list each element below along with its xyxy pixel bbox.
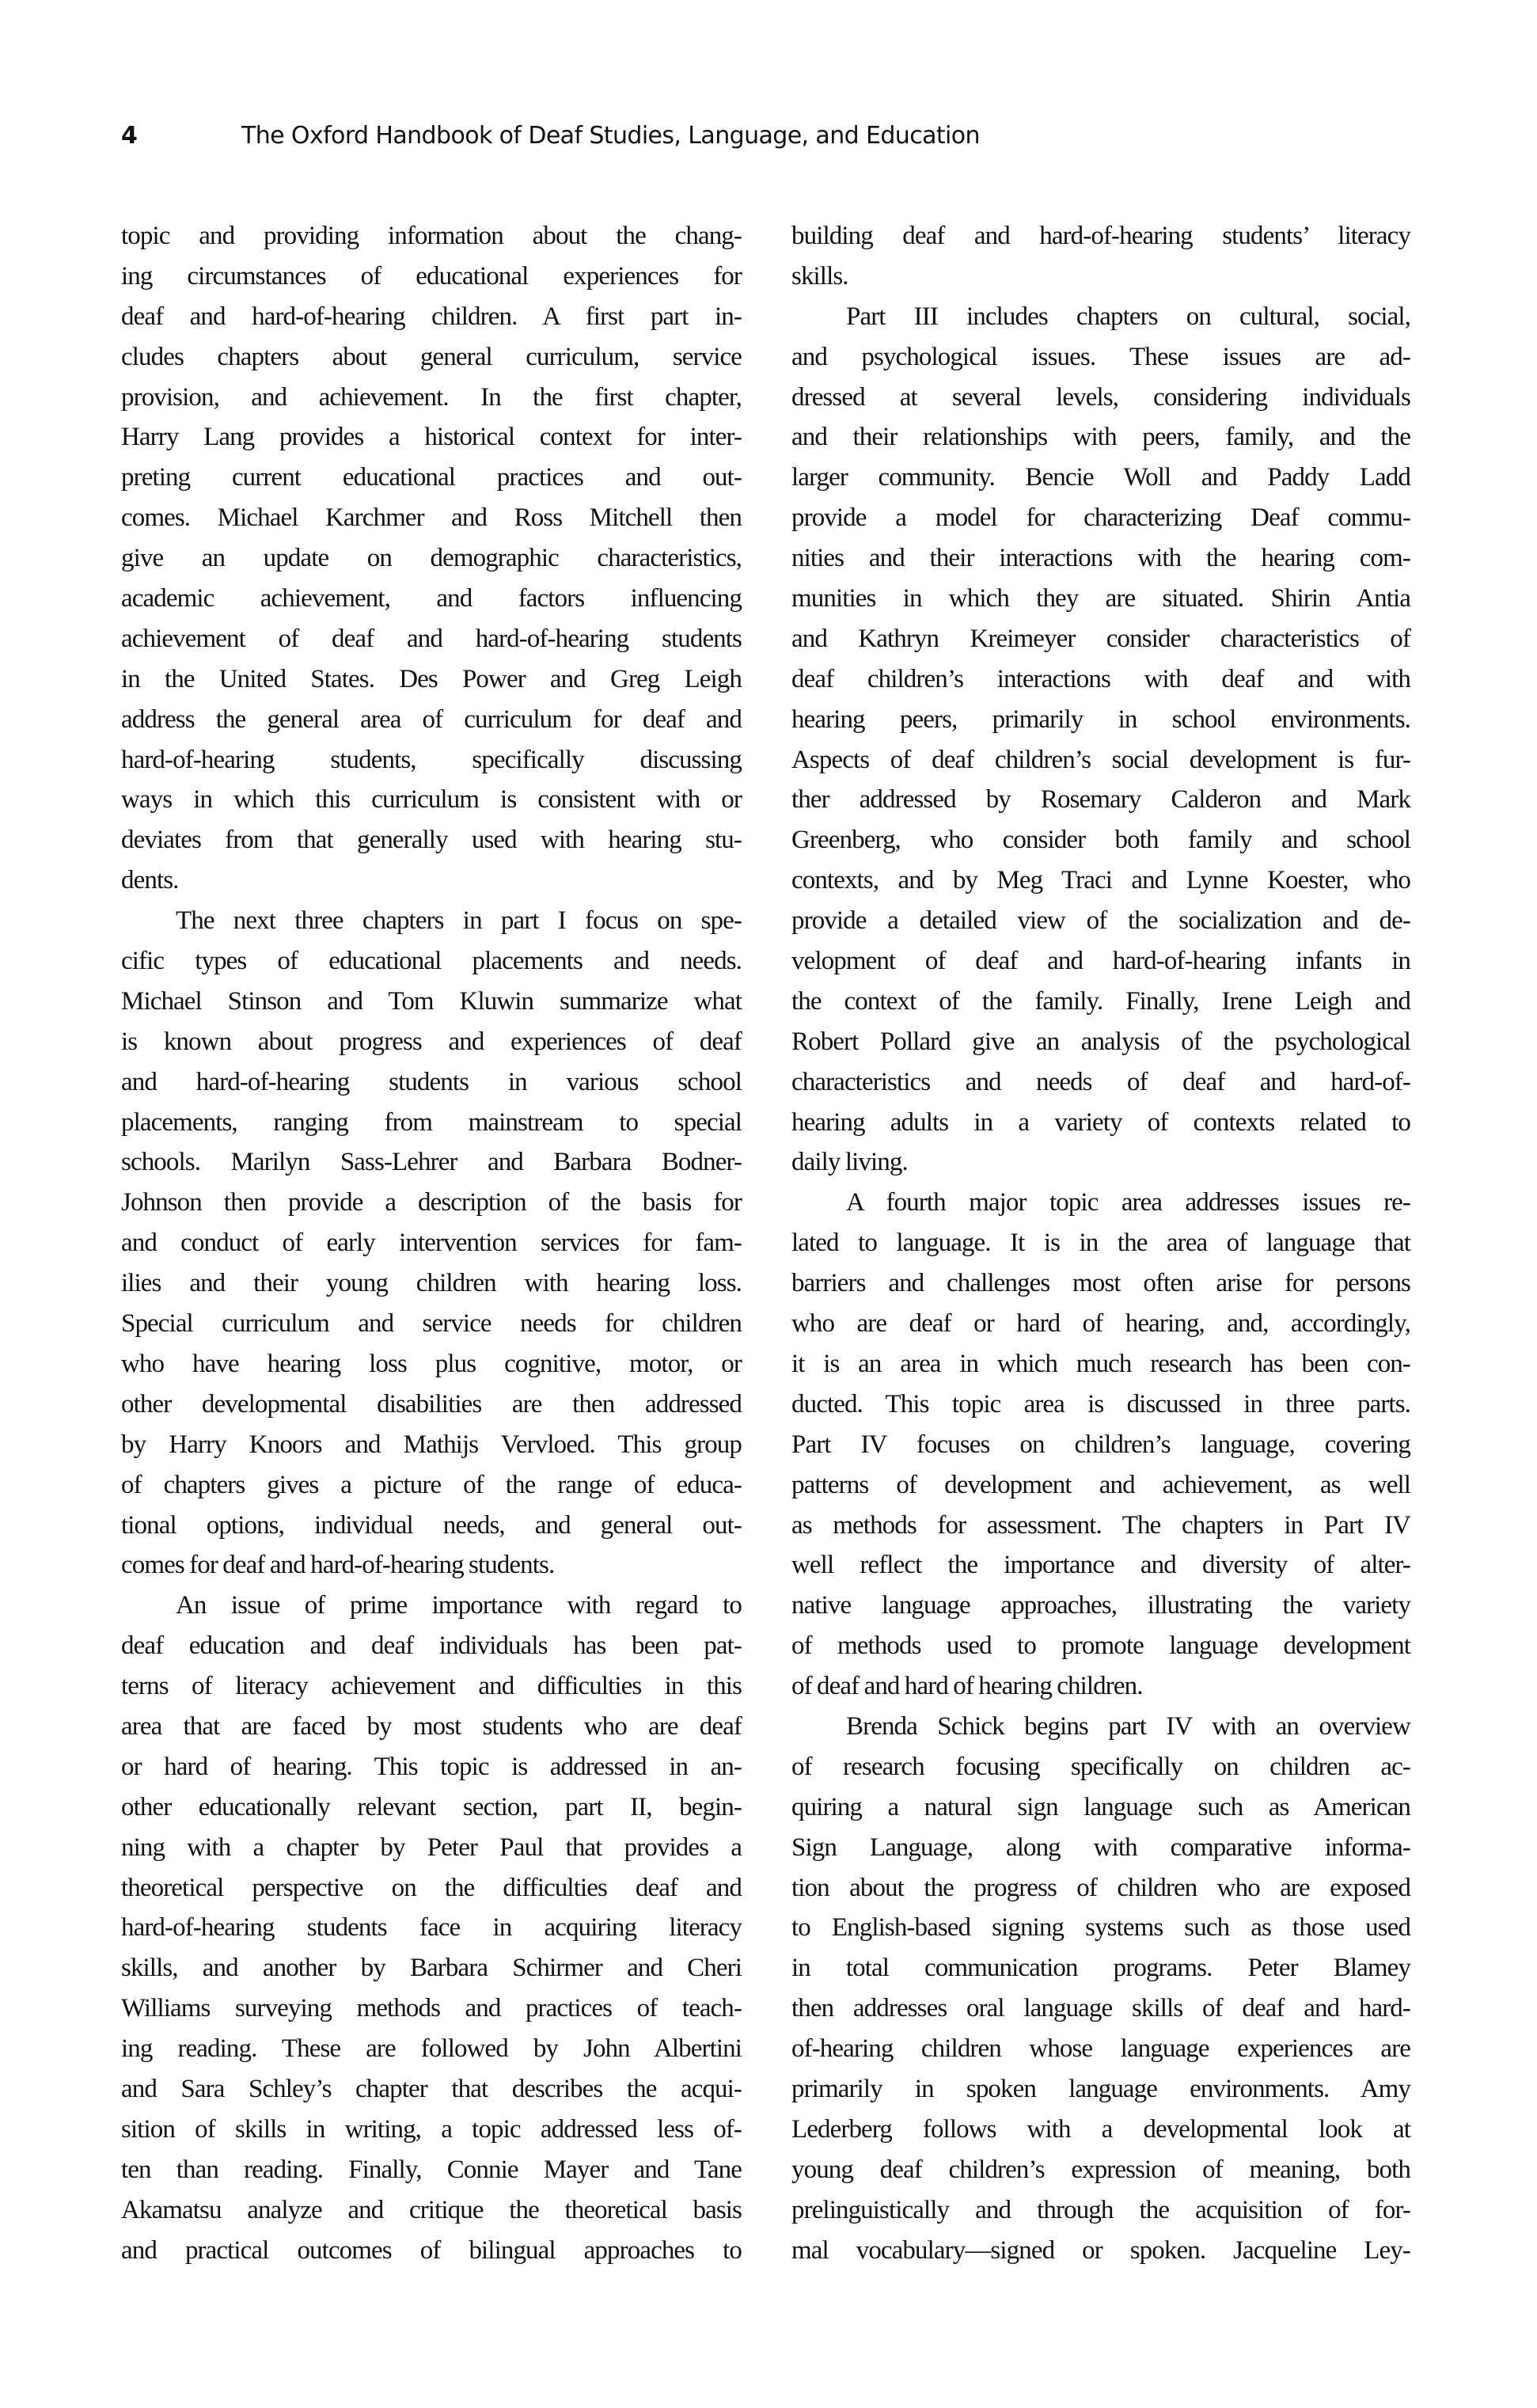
text-line: address the general area of curriculum for deaf and	[121, 705, 742, 734]
text-line: provide a model for characterizing Deaf commu-	[791, 503, 1410, 533]
text-line: and hard-of-hearing students in various school	[121, 1067, 742, 1096]
text-line: well reflect the importance and diversity of alter-	[791, 1551, 1410, 1580]
text-line: sition of skills in writing, a topic addressed less of-	[121, 2114, 742, 2144]
text-line: academic achievement, and factors influencing	[121, 584, 742, 613]
text-line: topic and providing information about the chang-	[121, 222, 742, 250]
text-line: Sign Language, along with comparative informa-	[791, 1833, 1410, 1862]
text-line: in total communication programs. Peter Blamey	[791, 1954, 1410, 1983]
text-line: Part III includes chapters on cultural, social,	[846, 302, 1410, 331]
text-line: other educationally relevant section, part II, begin-	[121, 1792, 742, 1821]
text-line: tional options, individual needs, and general out-	[121, 1510, 742, 1540]
text-line: Aspects of deaf children’s social development is fur-	[791, 745, 1410, 774]
text-line: hard-of-hearing students, specifically discussing	[121, 745, 742, 774]
paragraph	[121, 216, 742, 901]
text-line: terns of literacy achievement and difficulties in this	[121, 1672, 742, 1701]
text-line: or hard of hearing. This topic is addressed in an-	[121, 1752, 742, 1781]
text-line: dressed at several levels, considering individuals	[791, 382, 1410, 412]
paragraph	[121, 901, 742, 1586]
text-line: and their relationships with peers, family, and the	[791, 423, 1410, 452]
text-line: comes for deaf and hard-of-hearing students.	[121, 1551, 555, 1580]
text-line: Robert Pollard give an analysis of the psychological	[791, 1027, 1410, 1056]
text-line: velopment of deaf and hard-of-hearing infants in	[791, 947, 1410, 976]
text-line: patterns of development and achievement, as well	[791, 1470, 1410, 1499]
text-line: nities and their interactions with the hearing com-	[791, 544, 1410, 573]
text-line: provide a detailed view of the socialization and de-	[791, 906, 1410, 936]
text-line: young deaf children’s expression of meaning, both	[791, 2155, 1410, 2184]
text-line: Harry Lang provides a historical context for inter-	[121, 423, 742, 452]
text-line: deaf education and deaf individuals has been pat-	[121, 1631, 742, 1661]
text-line: achievement of deaf and hard-of-hearing students	[121, 624, 742, 653]
text-line: barriers and challenges most often arise for persons	[791, 1269, 1410, 1298]
text-line: it is an area in which much research has been con-	[791, 1349, 1410, 1378]
text-line: comes. Michael Karchmer and Ross Mitchell then	[121, 503, 742, 533]
text-line: who are deaf or hard of hearing, and, accordingly,	[791, 1309, 1410, 1339]
text-line: A fourth major topic area addresses issues re-	[846, 1188, 1410, 1217]
text-line: Akamatsu analyze and critique the theoretical basis	[121, 2195, 742, 2224]
text-line: Michael Stinson and Tom Kluwin summarize what	[121, 986, 742, 1016]
text-line: Part IV focuses on children’s language, covering	[791, 1430, 1410, 1459]
text-line: deviates from that generally used with hearing stu-	[121, 826, 742, 855]
text-line: ther addressed by Rosemary Calderon and Mark	[791, 785, 1410, 815]
text-line: and practical outcomes of bilingual approaches to	[121, 2235, 742, 2265]
paragraph	[121, 1586, 742, 2270]
paragraph	[791, 1707, 1410, 2270]
text-line: hard-of-hearing students face in acquiring literacy	[121, 1913, 742, 1943]
paragraph	[791, 216, 1410, 297]
text-line: daily living.	[791, 1148, 908, 1177]
text-line: munities in which they are situated. Shirin Antia	[791, 584, 1410, 613]
text-line: preting current educational practices and out-	[121, 463, 742, 492]
text-line: cific types of educational placements and needs.	[121, 947, 742, 976]
text-line: The next three chapters in part I focus on spe-	[176, 906, 742, 936]
text-line: skills, and another by Barbara Schirmer and Cheri	[121, 1954, 742, 1983]
text-line: skills.	[791, 261, 848, 291]
text-line: by Harry Knoors and Mathijs Vervloed. This group	[121, 1430, 742, 1459]
text-line: then addresses oral language skills of deaf and hard-	[791, 1994, 1410, 2023]
text-line: theoretical perspective on the difficulties deaf and	[121, 1873, 742, 1902]
text-line: native language approaches, illustrating the variety	[791, 1591, 1410, 1620]
left-text-column	[121, 216, 742, 2270]
text-line: primarily in spoken language environments. Amy	[791, 2074, 1410, 2103]
text-line: dents.	[121, 866, 179, 895]
text-line: of-hearing children whose language experiences are	[791, 2034, 1410, 2064]
text-line: ducted. This topic area is discussed in three parts.	[791, 1389, 1410, 1419]
text-line: lated to language. It is in the area of language that	[791, 1229, 1410, 1258]
text-line: who have hearing loss plus cognitive, motor, or	[121, 1349, 742, 1378]
text-line: mal vocabulary—signed or spoken. Jacqueline Ley-	[791, 2235, 1410, 2265]
text-line: deaf and hard-of-hearing children. A first part in-	[121, 302, 742, 331]
text-line: other developmental disabilities are then addressed	[121, 1389, 742, 1419]
text-line: Williams surveying methods and practices of teach-	[121, 1994, 742, 2023]
text-line: cludes chapters about general curriculum, service	[121, 342, 742, 371]
text-line: tion about the progress of children who are exposed	[791, 1873, 1410, 1902]
text-line: schools. Marilyn Sass-Lehrer and Barbara Bodner-	[121, 1148, 742, 1177]
text-line: and Sara Schley’s chapter that describes the acqui-	[121, 2074, 742, 2103]
text-line: ways in which this curriculum is consistent with or	[121, 785, 742, 815]
text-line: prelinguistically and through the acquisition of for-	[791, 2195, 1410, 2224]
text-line: larger community. Bencie Woll and Paddy Ladd	[791, 463, 1410, 492]
right-text-column	[791, 216, 1410, 2270]
text-line: provision, and achievement. In the first chapter,	[121, 382, 742, 412]
text-line: Special curriculum and service needs for children	[121, 1309, 742, 1339]
text-line: to English-based signing systems such as those used	[791, 1913, 1410, 1943]
text-line: area that are faced by most students who are deaf	[121, 1711, 742, 1741]
text-line: ing reading. These are followed by John Albertini	[121, 2034, 742, 2064]
text-line: quiring a natural sign language such as American	[791, 1792, 1410, 1821]
text-line: ilies and their young children with hearing loss.	[121, 1269, 742, 1298]
text-line: ten than reading. Finally, Connie Mayer and Tane	[121, 2155, 742, 2184]
text-line: of deaf and hard of hearing children.	[791, 1672, 1143, 1701]
paragraph	[791, 1183, 1410, 1707]
text-line: Johnson then provide a description of the basis for	[121, 1188, 742, 1217]
text-line: Brenda Schick begins part IV with an overview	[846, 1711, 1410, 1741]
paragraph	[791, 297, 1410, 1183]
text-line: ning with a chapter by Peter Paul that provides a	[121, 1833, 742, 1862]
text-line: Lederberg follows with a developmental look at	[791, 2114, 1410, 2144]
text-line: building deaf and hard-of-hearing students’ literacy	[791, 222, 1410, 250]
text-line: deaf children’s interactions with deaf and with	[791, 664, 1410, 693]
text-line: An issue of prime importance with regard to	[176, 1591, 742, 1620]
text-line: ing circumstances of educational experiences for	[121, 261, 742, 291]
text-line: as methods for assessment. The chapters in Part IV	[791, 1510, 1410, 1540]
text-line: give an update on demographic characteristics,	[121, 544, 742, 573]
text-line: of chapters gives a picture of the range of educa-	[121, 1470, 742, 1499]
text-line: in the United States. Des Power and Greg Leigh	[121, 664, 742, 693]
text-line: and psychological issues. These issues are ad-	[791, 342, 1410, 371]
text-line: and conduct of early intervention services for fam-	[121, 1229, 742, 1258]
text-line: and Kathryn Kreimeyer consider characteristics of	[791, 624, 1410, 653]
text-line: characteristics and needs of deaf and hard-of-	[791, 1067, 1410, 1096]
page-number: 4	[121, 122, 138, 150]
text-line: contexts, and by Meg Traci and Lynne Koester, who	[791, 866, 1410, 895]
text-line: hearing peers, primarily in school environments.	[791, 705, 1410, 734]
text-line: is known about progress and experiences of deaf	[121, 1027, 742, 1056]
text-line: of research focusing specifically on children ac-	[791, 1752, 1410, 1781]
text-line: hearing adults in a variety of contexts related to	[791, 1107, 1410, 1137]
text-line: Greenberg, who consider both family and school	[791, 826, 1410, 855]
text-line: the context of the family. Finally, Irene Leigh and	[791, 986, 1410, 1016]
text-line: of methods used to promote language development	[791, 1631, 1410, 1661]
text-line: placements, ranging from mainstream to special	[121, 1107, 742, 1137]
book-title: The Oxford Handbook of Deaf Studies, Language, and Education	[241, 122, 980, 150]
